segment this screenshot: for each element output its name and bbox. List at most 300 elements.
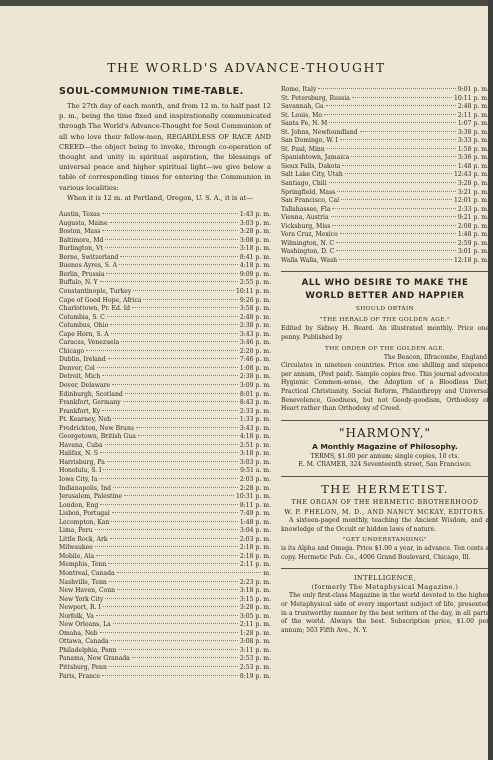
timetable-row (59, 527, 271, 536)
timetable-row (281, 197, 489, 206)
timetable-row (59, 638, 271, 647)
dot-leader (113, 487, 238, 488)
city-time: 1:58 p. m. (457, 145, 489, 153)
herald-should-obtain: SHOULD OBTAIN (355, 306, 415, 313)
timetable-row (59, 245, 271, 254)
herald-heading-1: ALL WHO DESIRE TO MAKE THE (301, 278, 469, 289)
city-time: 2:18 p. m. (239, 544, 271, 552)
city-time: 2:53 p. m. (239, 655, 271, 663)
dot-leader (95, 546, 238, 547)
dot-leader (360, 131, 456, 132)
dot-leader (100, 452, 238, 453)
city-time: 2:59 p. m. (457, 239, 489, 247)
timetable-row (281, 120, 489, 129)
dot-leader (340, 139, 456, 140)
dot-leader (105, 598, 238, 599)
dot-leader (95, 529, 238, 530)
dot-leader (113, 418, 238, 419)
timetable-row (59, 493, 271, 502)
city-time: 3:01 p. m. (457, 248, 489, 256)
right-column (281, 86, 489, 635)
timetable-row (281, 171, 489, 180)
dot-leader (102, 213, 238, 214)
city-name: Detroit, Mich (59, 373, 101, 381)
city-time: 2:55 p. m. (239, 279, 271, 287)
city-time: 4:18 p. m. (239, 262, 271, 270)
city-time: 3:03 p. m. (239, 458, 271, 466)
dot-leader (112, 384, 238, 385)
city-name: Milwaukee (59, 544, 93, 552)
timetable-row (281, 95, 489, 104)
city-time: 2:51 p. m. (239, 441, 271, 449)
timetable-row (59, 450, 271, 459)
city-time: 12:01 p. m. (454, 197, 489, 205)
city-name: Columbus, Ohio (59, 322, 109, 330)
divider (281, 420, 489, 421)
city-name: Havana, Cuba (59, 441, 103, 449)
timetable-row (281, 103, 489, 112)
city-time: 3:46 p. m. (239, 339, 271, 347)
city-name: Montreal, Canada (59, 570, 115, 577)
city-time: 3:43 p. m. (239, 424, 271, 432)
city-time: 1:07 p. m. (457, 120, 489, 128)
timetable-row (59, 339, 271, 348)
left-column (59, 86, 271, 681)
dot-leader (324, 114, 456, 115)
city-name: Berlin, Prussia (59, 270, 105, 278)
city-name: Panama, New Granada (59, 655, 130, 663)
city-time: 2:20 p. m. (239, 347, 271, 355)
timetable-row (59, 297, 271, 306)
dot-leader (111, 640, 238, 641)
city-name: Pittsburg, Penn (59, 664, 107, 672)
dot-leader (103, 469, 238, 470)
dot-leader (352, 97, 452, 98)
city-time: 2:11 p. m. (239, 561, 271, 569)
dot-leader (119, 649, 238, 650)
dot-leader (103, 606, 238, 607)
city-time: 2:33 p. m. (457, 205, 489, 213)
city-name: Buffalo, N. Y (59, 279, 98, 287)
dot-leader (331, 216, 456, 217)
dot-leader (132, 307, 238, 308)
dot-leader (121, 341, 238, 342)
intelligence-formerly: (formerly The Metaphysical Magazine.) (311, 583, 459, 592)
intelligence-body: The only first-class Magazine in the world devoted to the higher or Metaphysical side of every important subject of life, presented in a trustworthy manner by the best writers of the day, in all parts of the world. Always the best. Subscription price, $1.00 per annum; 503 Fifth Ave., N. Y. (281, 592, 489, 634)
city-name: St. Johns, Newfoundland (281, 128, 358, 136)
divider (281, 476, 489, 477)
timetable-row (281, 231, 489, 240)
timetable-row (59, 391, 271, 400)
dot-leader (100, 504, 238, 505)
timetable-row (59, 228, 271, 237)
city-time: 3:09 p. m. (239, 381, 271, 389)
city-time: 3:38 p. m. (457, 128, 489, 136)
dot-leader (117, 589, 238, 590)
timetable-row (59, 544, 271, 553)
hermetist-editors: W. P. PHELON, M. D., AND NANCY MCKAY, EDITORS. (284, 509, 486, 517)
dot-leader (336, 250, 456, 251)
city-name: Halifax, N. S (59, 450, 99, 458)
city-time: 7:46 p. m. (239, 356, 271, 364)
city-name: Constantinople, Turkey (59, 287, 132, 295)
city-time: 10:11 p. m. (236, 287, 271, 295)
timetable-row (281, 248, 489, 257)
city-time: 9:01 p. m. (457, 86, 489, 93)
timetable-row (59, 288, 271, 297)
city-name: Vicksburg, Miss (281, 222, 331, 230)
city-name: Newport, R. I (59, 604, 101, 612)
city-time: 8:41 p. m. (239, 253, 271, 261)
timetable-row (59, 237, 271, 246)
city-name: Lisbon, Portugal (59, 510, 110, 518)
timetable-row (59, 322, 271, 331)
city-time: 3:04 p. m. (239, 527, 271, 535)
dot-leader (133, 290, 234, 291)
timetable-row (281, 206, 489, 215)
city-time: 4:18 p. m. (239, 433, 271, 441)
dot-leader (105, 239, 237, 240)
city-name: Augusta, Maine (59, 219, 108, 227)
city-name: San Francisco, Cal (281, 197, 340, 205)
timetable-row (59, 416, 271, 425)
timetable-row (59, 476, 271, 485)
timetable-row (59, 305, 271, 314)
city-name: Columbia, S. C (59, 313, 105, 321)
dot-leader (345, 173, 452, 174)
timetable-row (281, 189, 489, 198)
timetable-row (59, 596, 271, 605)
timetable-row (59, 485, 271, 494)
timetable-row (59, 262, 271, 271)
timetable-row (281, 86, 489, 95)
timetable-row (59, 348, 271, 357)
city-name: Rome, Italy (281, 86, 317, 93)
city-name: Ottawa, Canada (59, 638, 109, 646)
dot-leader (110, 538, 238, 539)
herald-name: "THE HERALD OF THE GOLDEN AGE." (319, 317, 451, 324)
timetable-row (281, 129, 489, 138)
dot-leader (97, 367, 238, 368)
timetable-row (59, 655, 271, 664)
timetable-row (59, 510, 271, 519)
city-name: Honolulu, S. I (59, 467, 102, 475)
city-name: Norfolk, Va (59, 612, 94, 620)
timetable-row (59, 502, 271, 511)
city-name: Santa Fe, N. M (281, 120, 328, 128)
dot-leader (120, 256, 238, 257)
city-time: 10:31 p. m. (236, 493, 271, 501)
dot-leader (100, 632, 238, 633)
dot-leader (138, 435, 238, 436)
timetable-row (59, 220, 271, 229)
dot-leader (102, 230, 238, 231)
city-time: 9:21 p. m. (457, 214, 489, 222)
city-time: 2:53 p. m. (239, 664, 271, 672)
city-name: Buenos Ayres, S. A (59, 262, 118, 270)
dot-leader (100, 281, 238, 282)
dot-leader (124, 495, 234, 496)
city-time: 1:28 p. m. (239, 629, 271, 637)
city-time: 1:33 p. m. (239, 416, 271, 424)
city-name: Harrisburg, Pa (59, 458, 105, 466)
timetable-left-list (59, 211, 271, 681)
city-name: New Haven, Conn (59, 587, 116, 595)
dot-leader (107, 316, 238, 317)
city-time: 1:08 p. m. (239, 364, 271, 372)
timetable-row (281, 154, 489, 163)
city-name: Lima, Peru (59, 527, 93, 535)
dot-leader (136, 427, 238, 428)
city-name: Philadelphia, Penn (59, 646, 117, 654)
city-name: Sioux Falls, Dakota (281, 162, 341, 170)
dot-leader (86, 350, 238, 351)
dot-leader (109, 581, 238, 582)
timetable-row (59, 553, 271, 562)
city-name: Burlington, Vt (59, 245, 103, 253)
city-time: 2:23 p. m. (239, 578, 271, 586)
city-name: Chicago (59, 347, 85, 355)
city-time: 1:48 p. m. (457, 231, 489, 239)
harmony-title: "HARMONY," (338, 425, 432, 440)
city-name: Cape of Good Hope, Africa (59, 296, 142, 304)
timetable-row (59, 459, 271, 468)
city-name: Wilmington, N. C (281, 239, 335, 247)
city-time: 3:28 p. m. (239, 604, 271, 612)
city-name: Ft. Kearney, Neb (59, 416, 111, 424)
city-time: 3:36 p. m. (457, 154, 489, 162)
city-time: 2:03 p. m. (239, 475, 271, 483)
city-name: Denver, Col (59, 364, 95, 372)
city-time: 3:28 p. m. (457, 180, 489, 188)
dot-leader (99, 478, 237, 479)
timetable-row (59, 467, 271, 476)
dot-leader (351, 156, 456, 157)
dot-leader (337, 191, 456, 192)
city-time: 2:28 p. m. (239, 484, 271, 492)
city-time: 2:18 p. m. (239, 552, 271, 560)
timetable-row (59, 314, 271, 323)
timetable-row (281, 163, 489, 172)
city-name: St. Louis, Mo (281, 111, 322, 119)
city-time: 1:43 p. m. (239, 211, 271, 219)
timetable-row (281, 180, 489, 189)
city-name: Mobile, Ala (59, 552, 95, 560)
city-time: 1:48 p. m. (457, 162, 489, 170)
timetable-row (59, 536, 271, 545)
dot-leader (102, 375, 238, 376)
city-time: 3:08 p. m. (239, 236, 271, 244)
city-time: 8:11 p. m. (239, 501, 271, 509)
timetable-row (281, 223, 489, 232)
city-time: 12:18 p. m. (454, 256, 489, 264)
dot-leader (102, 410, 238, 411)
timetable-row (59, 604, 271, 613)
city-time: 3:21 p. m. (457, 188, 489, 196)
timetable-row (59, 579, 271, 588)
city-name: Baltimore, Md (59, 236, 104, 244)
timetable-row (59, 211, 271, 220)
city-time: m. (263, 570, 271, 577)
city-name: Cape Horn, S. A (59, 330, 109, 338)
city-name: Walla Walla, Wash (281, 256, 338, 264)
timetable-row (281, 137, 489, 146)
timetable-row (281, 146, 489, 155)
city-time: 3:11 p. m. (239, 646, 271, 654)
timetable-row (59, 561, 271, 570)
city-name: New York City (59, 595, 104, 603)
city-time: 9:51 a. m. (240, 467, 271, 475)
dot-leader (110, 324, 238, 325)
city-time: 12:43 p. m. (454, 171, 489, 179)
dot-leader (108, 358, 238, 359)
dot-leader (102, 675, 238, 676)
dot-leader (329, 122, 456, 123)
city-name: Little Rock, Ark (59, 535, 108, 543)
timetable-row (281, 257, 489, 266)
timetable-intro: The 27th day of each month, and from 12 m. to half past 12 p. m., being the time fixed and inspirationally communicated through The World's Advance-Thought for Soul Communion of all who love their fellow-men, REGARDLESS OF RACE AND CREED—the object being to invoke, through co-operation of thought and unity in spiritual aspiration, the blessings of universal peace and higher spiritual light—we give below a table of corresponding times for entering the Communion in various localities: (59, 102, 271, 192)
city-time: 2:33 p. m. (239, 407, 271, 415)
dot-leader (342, 165, 455, 166)
dot-leader (326, 105, 456, 106)
city-time: 8:19 p. m. (239, 672, 271, 680)
timetable-row (59, 613, 271, 622)
timetable-row (281, 214, 489, 223)
dot-leader (110, 222, 238, 223)
dot-leader (109, 666, 238, 667)
city-time: 2:38 p. m. (239, 322, 271, 330)
timetable-row (59, 433, 271, 442)
timetable-row (59, 373, 271, 382)
dot-leader (143, 299, 237, 300)
hermetist-body-2: is its Alpha and Omega. Price $1.00 a year, in advance. Ten cents a copy. Hermetic Pub. Co., 4006 Grand Boulevard, Chicago, Ill. (281, 545, 489, 561)
timetable-title: SOUL-COMMUNION TIME-TABLE. (59, 86, 244, 97)
timetable-row (59, 254, 271, 263)
hermetist-motto: "GET UNDERSTANDING" (342, 537, 428, 544)
city-name: Lecompton, Kan (59, 518, 110, 526)
timetable-row (59, 587, 271, 596)
city-time: 9:26 p. m. (239, 296, 271, 304)
city-name: San Domingo, W. I (281, 137, 338, 145)
city-name: Frankfort, Ky (59, 407, 101, 415)
timetable-row (59, 621, 271, 630)
city-time: 8:01 p. m. (239, 390, 271, 398)
city-time: 3:18 p. m. (239, 450, 271, 458)
dot-leader (132, 657, 238, 658)
page-header: THE WORLD'S ADVANCE-THOUGHT (107, 60, 386, 75)
city-name: St. Petersburg, Russia (281, 94, 350, 102)
dot-leader (106, 273, 237, 274)
dot-leader (125, 393, 238, 394)
city-time: 9:09 p. m. (239, 270, 271, 278)
city-name: Washington, D. C (281, 248, 335, 256)
city-time: 1:48 p. m. (239, 518, 271, 526)
dot-leader (105, 247, 238, 248)
timetable-row (59, 365, 271, 374)
dot-leader (111, 521, 237, 522)
timetable-row (59, 442, 271, 451)
dot-leader (112, 512, 238, 513)
city-time: 3:08 p. m. (239, 638, 271, 646)
city-name: Frankfort, Germany (59, 399, 121, 407)
divider (281, 568, 489, 569)
city-time: 2:03 p. m. (239, 535, 271, 543)
timetable-row (59, 271, 271, 280)
dot-leader (340, 233, 456, 234)
timetable-row (59, 647, 271, 656)
city-time: 2:08 p. m. (457, 222, 489, 230)
timetable-row (59, 279, 271, 288)
timetable-row (59, 331, 271, 340)
harmony-terms: TERMS, $1.00 per annum; single copies, 10 cts. (310, 452, 460, 460)
city-name: Savannah, Ga (281, 103, 324, 111)
dot-leader (341, 199, 452, 200)
timetable-row (59, 382, 271, 391)
city-name: Georgetown, British Gua (59, 433, 136, 441)
herald-body: Edited by Sidney H. Beard. An illustrated monthly. Price one penny. Published by (281, 325, 489, 342)
herald-order: THE ORDER OF THE GOLDEN AGE, (325, 345, 445, 352)
city-name: Paris, France (59, 672, 101, 680)
city-time: 8:43 p. m. (239, 399, 271, 407)
hermetist-title: THE HERMETIST. (321, 482, 449, 497)
city-time: 3:05 p. m. (239, 612, 271, 620)
dot-leader (329, 182, 456, 183)
city-name: Spanishtown, Jamaica (281, 154, 350, 162)
herald-body-2: Circulates in nineteen countries. Price one shilling and sixpence per annum, (Post paid). Sample copies free. This journal advocates Hygienic Common-sense, the Adoption of a Bloodless Diet, Practical Christianity, Social Reform, Philanthropy and Universal Benevolence, Goodness, but not Goody-goodism, Orthodoxy of Heart rather than Orthodoxy of Creed. (281, 362, 489, 413)
city-time: 2:11 p. m. (239, 621, 271, 629)
timetable-row (281, 112, 489, 121)
dot-leader (336, 242, 456, 243)
city-time: 3:33 p. m. (457, 137, 489, 145)
city-name: St. Paul, Minn (281, 145, 325, 153)
city-name: Dover, Delaware (59, 381, 111, 389)
timetable-row (59, 408, 271, 417)
dot-leader (117, 572, 262, 573)
dot-leader (327, 148, 456, 149)
city-name: London, Eng (59, 501, 99, 509)
city-time: 2:11 p. m. (457, 111, 489, 119)
timetable-row (59, 673, 271, 682)
dot-leader (339, 259, 452, 260)
city-name: Austin, Texas (59, 211, 101, 219)
city-time: 3:28 p. m. (239, 228, 271, 236)
city-name: Omaha, Neb (59, 629, 98, 637)
timetable-row (59, 630, 271, 639)
dot-leader (332, 208, 455, 209)
city-time: 10:11 p. m. (454, 94, 489, 102)
divider (281, 271, 489, 272)
dot-leader (318, 88, 455, 89)
city-time: 7:49 p. m. (239, 510, 271, 518)
city-time: 3:03 p. m. (239, 219, 271, 227)
timetable-row (59, 356, 271, 365)
city-name: Nashville, Tenn (59, 578, 107, 586)
hermetist-body: A sixteen-paged monthly, teaching the Ancient Wisdom, and a knowledge of the Occult or hidden laws of nature. (281, 517, 489, 533)
dot-leader (119, 264, 238, 265)
city-name: Edinburgh, Scotland (59, 390, 123, 398)
timetable-row (59, 399, 271, 408)
city-name: Santiago, Chili (281, 180, 327, 188)
city-name: Fredrickton, New Bruns (59, 424, 134, 432)
city-name: Iowa City, Ia (59, 475, 98, 483)
timetable-intro-last: When it is 12 m. at Portland, Oregon, U. S. A., it is at— (67, 193, 253, 202)
city-time: 3:58 p. m. (239, 305, 271, 313)
city-name: Caracas, Venezuela (59, 339, 120, 347)
city-name: Vienna, Austria (281, 214, 329, 222)
harmony-address: E. M. CRAMER, 324 Seventeenth street, San Francisco. (298, 461, 472, 469)
herald-heading-2: WORLD BETTER AND HAPPIER (305, 291, 465, 302)
timetable-row (59, 664, 271, 673)
